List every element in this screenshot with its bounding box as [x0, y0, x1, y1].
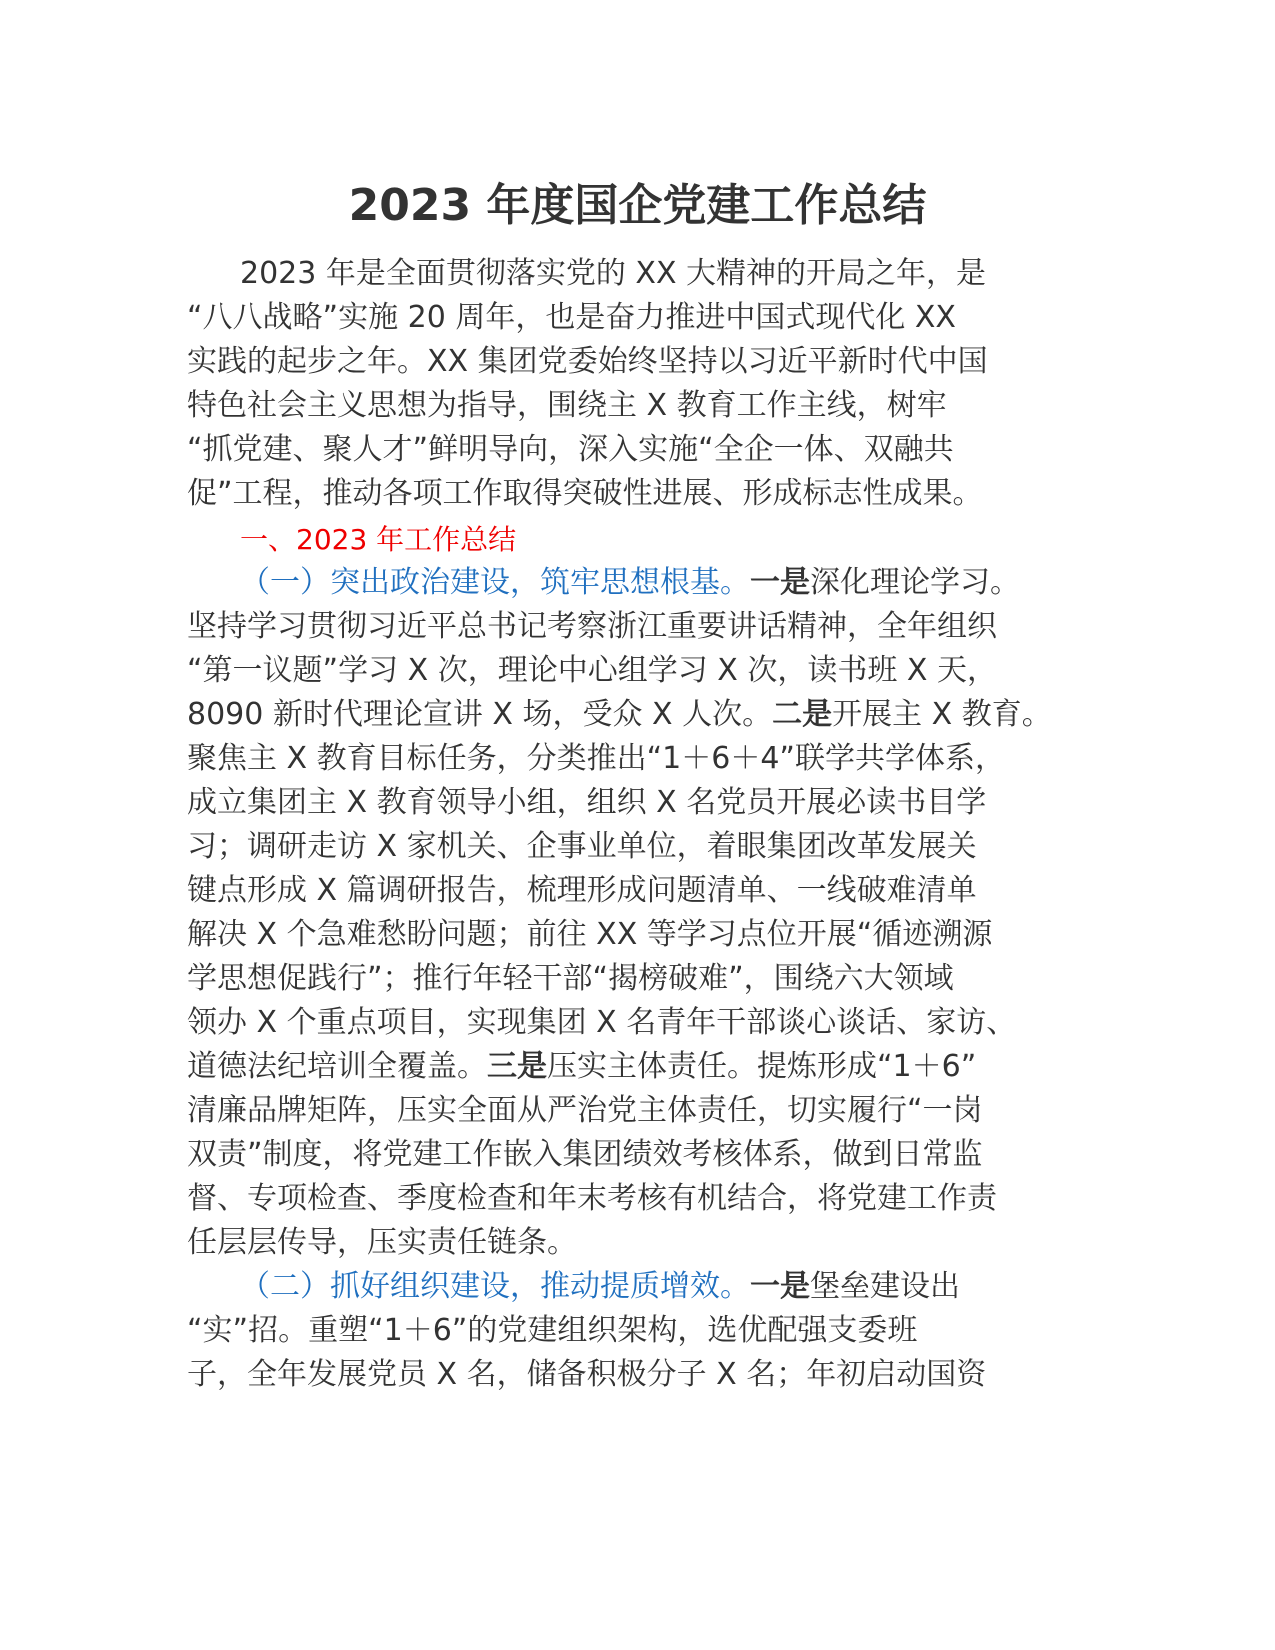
sub1-line: 坚持学习贯彻习近平总书记考察浙江重要讲话精神，全年组织	[187, 609, 997, 644]
sub1-line: 学思想促践行”；推行年轻干部“揭榜破难”，围绕六大领域	[187, 961, 954, 996]
sub1-line: 督、专项检查、季度检查和年末考核有机结合，将党建工作责	[187, 1181, 997, 1216]
sub2-line: “实”招。重塑“1＋6”的党建组织架构，选优配强支委班	[187, 1313, 918, 1348]
document-title: 2023 年度国企党建工作总结	[348, 180, 927, 231]
sub1-line: 领办 X 个重点项目，实现集团 X 名青年干部谈心谈话、家访、	[187, 1005, 1017, 1040]
sub2-line: 子，全年发展党员 X 名，储备积极分子 X 名；年初启动国资	[187, 1357, 987, 1392]
sub2-first-line	[240, 1268, 960, 1306]
intro-line-4: 特色社会主义思想为指导，围绕主 X 教育工作主线，树牢	[187, 388, 947, 423]
sub1-line-a	[187, 696, 1052, 734]
intro-line-3: 实践的起步之年。XX 集团党委始终坚持以习近平新时代中国	[187, 344, 988, 379]
sub1-line: 清廉品牌矩阵，压实全面从严治党主体责任，切实履行“一岗	[187, 1093, 983, 1128]
sub1-first-rest: 深化理论学习。	[810, 565, 1020, 600]
sub1-line: 解决 X 个急难愁盼问题；前往 XX 等学习点位开展“循迹溯源	[187, 917, 993, 952]
intro-line-1: 2023 年是全面贯彻落实党的 XX 大精神的开局之年，是	[240, 256, 987, 291]
sub1-line-b	[187, 1048, 976, 1086]
sub1-line-a-pre: 8090 新时代理论宣讲 X 场，受众 X 人次。	[187, 697, 773, 732]
sub2-heading: （二）抓好组织建设，推动提质增效。	[240, 1269, 750, 1304]
sub2-first-rest: 堡垒建设出	[810, 1269, 960, 1304]
sub1-line-b-post: 压实主体责任。提炼形成“1＋6”	[547, 1049, 977, 1084]
sub1-line: 键点形成 X 篇调研报告，梳理形成问题清单、一线破难清单	[187, 873, 977, 908]
sub1-line-b-pre: 道德法纪培训全覆盖。	[187, 1049, 487, 1084]
sub1-line: 任层层传导，压实责任链条。	[187, 1225, 577, 1260]
sub1-line-a-post: 开展主 X 教育。	[832, 697, 1052, 732]
sub1-marker-3: 三是	[487, 1049, 547, 1084]
sub2-marker-1: 一是	[750, 1269, 810, 1304]
sub1-line: 双责”制度，将党建工作嵌入集团绩效考核体系，做到日常监	[187, 1137, 983, 1172]
section-1-heading: 一、2023 年工作总结	[240, 523, 517, 556]
sub1-line: 成立集团主 X 教育领导小组，组织 X 名党员开展必读书目学	[187, 785, 987, 820]
intro-line-6: 促”工程，推动各项工作取得突破性进展、形成标志性成果。	[187, 476, 983, 511]
sub1-heading: （一）突出政治建设，筑牢思想根基。	[240, 565, 750, 600]
intro-line-5: “抓党建、聚人才”鲜明导向，深入实施“全企一体、双融共	[187, 432, 954, 467]
sub1-marker-2: 二是	[772, 697, 833, 732]
sub1-first-line	[240, 564, 1020, 602]
sub1-line: 聚焦主 X 教育目标任务，分类推出“1＋6＋4”联学共学体系，	[187, 741, 1005, 776]
sub1-line: 习；调研走访 X 家机关、企事业单位，着眼集团改革发展关	[187, 829, 977, 864]
sub1-line: “第一议题”学习 X 次，理论中心组学习 X 次，读书班 X 天，	[187, 653, 997, 688]
sub1-marker-1: 一是	[750, 565, 810, 600]
intro-line-2: “八八战略”实施 20 周年，也是奋力推进中国式现代化 XX	[187, 300, 956, 335]
